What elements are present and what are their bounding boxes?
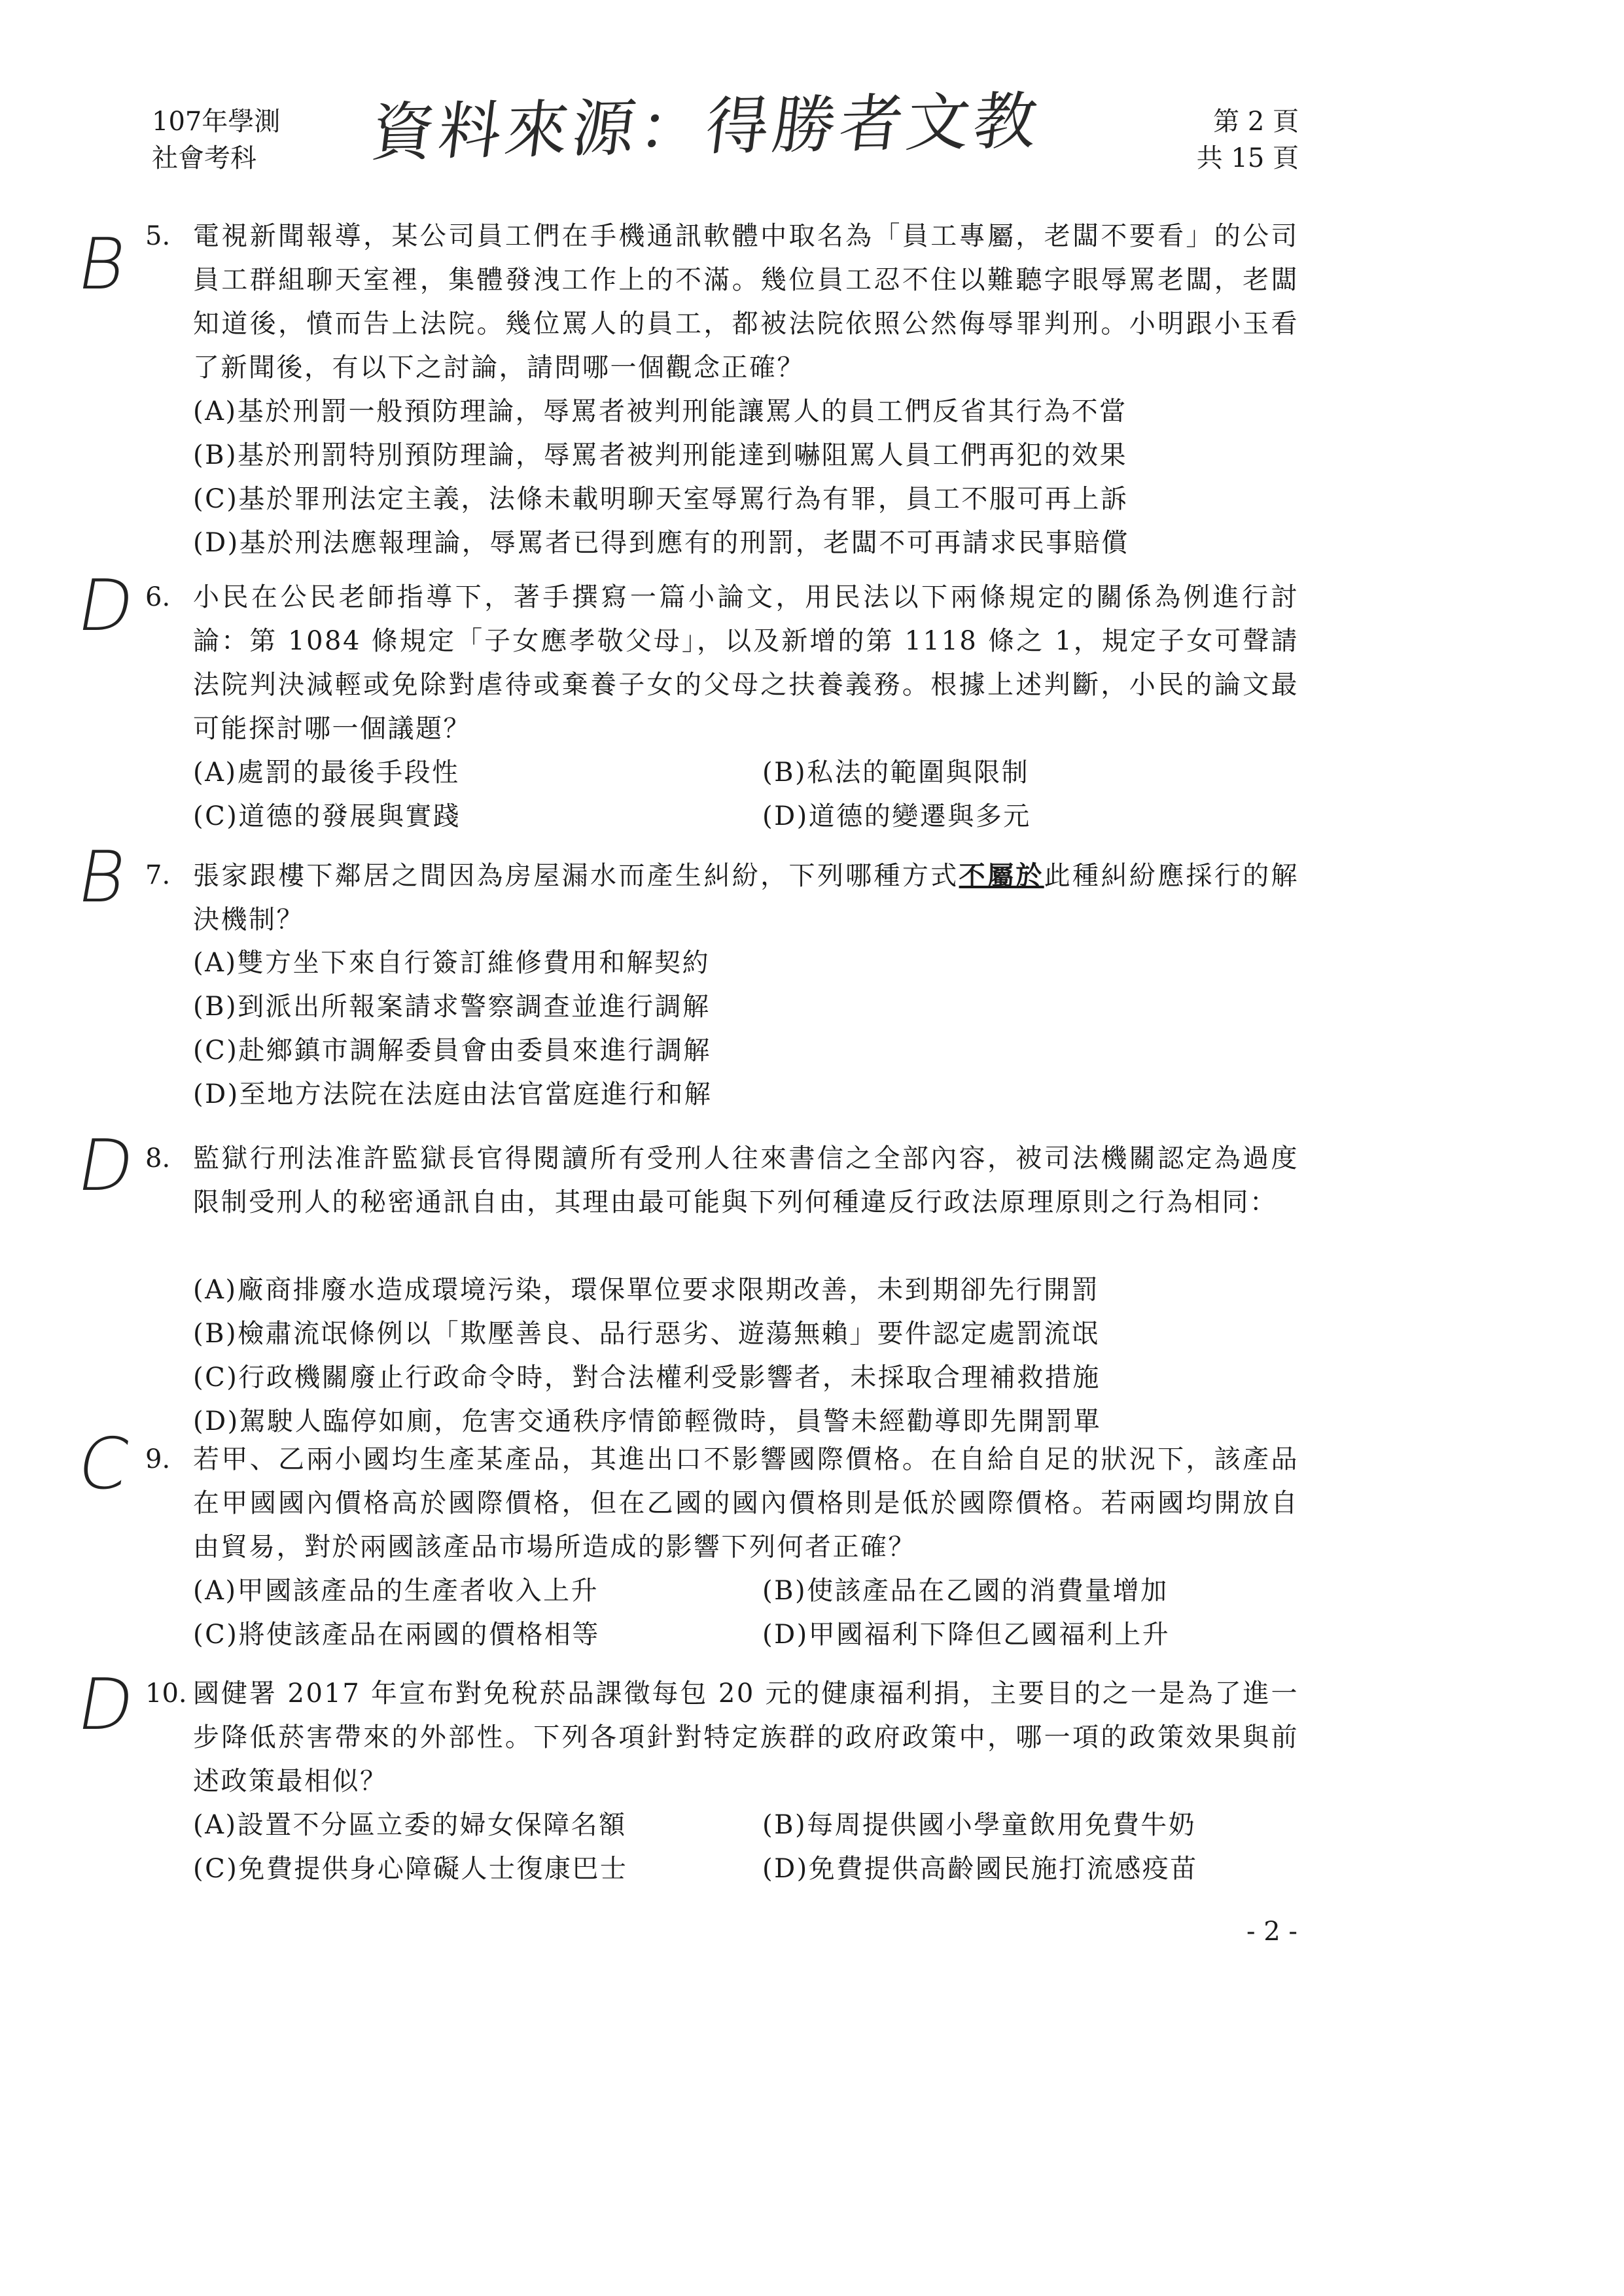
handwritten-answer: D <box>71 1125 141 1207</box>
options-list <box>193 941 1299 1117</box>
option-b: (B)基於刑罰特別預防理論，辱罵者被判刑能達到嚇阻罵人員工們再犯的效果 <box>193 440 1128 470</box>
handwritten-answer: C <box>71 1423 135 1505</box>
options-list <box>193 1268 1299 1444</box>
option-c: (C)免費提供身心障礙人士復康巴士 <box>193 1854 628 1884</box>
option-d: (D)免費提供高齡國民施打流感疫苗 <box>762 1854 1198 1884</box>
stem-text: 張家跟樓下鄰居之間因為房屋漏水而產生糾紛，下列哪種方式 <box>193 861 959 891</box>
option-d: (D)駕駛人臨停如廁，危害交通秩序情節輕微時，員警未經勸導即先開罰單 <box>193 1406 1102 1436</box>
option-a: (A)基於刑罰一般預防理論，辱罵者被判刑能讓罵人的員工們反省其行為不當 <box>193 396 1127 426</box>
handwritten-answer: B <box>71 837 132 918</box>
header-right <box>1161 103 1299 177</box>
option-c: (C)將使該產品在兩國的價格相等 <box>193 1620 600 1650</box>
options-list <box>193 390 1299 565</box>
stem-emphasis: 不屬於 <box>959 860 1044 891</box>
question-number: 6. <box>145 582 171 612</box>
stem-text: 此種糾紛應採行的解決機制？ <box>193 861 1299 935</box>
question-number: 7. <box>145 860 171 890</box>
question-number: 8. <box>145 1143 171 1174</box>
handwritten-answer: D <box>71 565 141 647</box>
options-list <box>193 751 1299 839</box>
question-stem: 監獄行刑法准許監獄長官得閱讀所有受刑人往來書信之全部內容，被司法機關認定為過度限制受刑人的秘密通訊自由，其理由最可能與下列何種違反行政法原理原則之行為相同： <box>193 1143 1299 1217</box>
question-stem: 電視新聞報導，某公司員工們在手機通訊軟體中取名為「員工專屬，老闆不要看」的公司員工群組聊天室裡，集體發洩工作上的不滿。幾位員工忍不住以難聽字眼辱罵老闆，老闆知道後，憤而告上法院。幾位罵人的員工，都被法院依照公然侮辱罪判刑。小明跟小玉看了新聞後，有以下之討論，請問哪一個觀念正確？ <box>193 221 1299 383</box>
exam-year: 107年學測 <box>152 107 281 137</box>
options-list <box>193 1569 1299 1657</box>
option-b: (B)私法的範圍與限制 <box>762 757 1030 788</box>
page-number: - 2 - <box>1246 1917 1297 1947</box>
question-stem: 國健署 2017 年宣布對免稅菸品課徵每包 20 元的健康福利捐，主要目的之一是為了進一步降低菸害帶來的外部性。下列各項針對特定族群的政府政策中，哪一項的政策效果與前述政策最相似？ <box>193 1679 1299 1796</box>
option-a: (A)處罰的最後手段性 <box>193 757 460 788</box>
option-b: (B)檢肅流氓條例以「欺壓善良、品行惡劣、遊蕩無賴」要件認定處罰流氓 <box>193 1319 1100 1349</box>
option-c: (C)道德的發展與實踐 <box>193 801 461 831</box>
question-stem: 若甲、乙兩小國均生產某產品，其進出口不影響國際價格。在自給自足的狀況下，該產品在甲國國內價格高於國際價格，但在乙國的國內價格則是低於國際價格。若兩國均開放自由貿易，對於兩國該產品市場所造成的影響下列何者正確？ <box>193 1444 1299 1562</box>
option-b: (B)到派出所報案請求警察調查並進行調解 <box>193 992 711 1022</box>
option-d: (D)甲國福利下降但乙國福利上升 <box>762 1620 1171 1650</box>
handwritten-answer: D <box>71 1664 141 1746</box>
options-list <box>193 1803 1299 1891</box>
page-label: 第 2 頁 <box>1213 107 1299 137</box>
option-d: (D)至地方法院在法庭由法官當庭進行和解 <box>193 1079 713 1109</box>
question-number: 5. <box>145 221 171 251</box>
header-left <box>152 103 280 177</box>
option-b: (B)每周提供國小學童飲用免費牛奶 <box>762 1810 1197 1840</box>
option-a: (A)廠商排廢水造成環境污染，環保單位要求限期改善，未到期卻先行開罰 <box>193 1275 1100 1305</box>
option-a: (A)雙方坐下來自行簽訂維修費用和解契約 <box>193 948 711 978</box>
option-b: (B)使該產品在乙國的消費量增加 <box>762 1576 1169 1606</box>
option-a: (A)設置不分區立委的婦女保障名額 <box>193 1810 627 1840</box>
option-c: (C)赴鄉鎮市調解委員會由委員來進行調解 <box>193 1035 711 1066</box>
question-stem <box>193 854 1299 942</box>
question-number: 9. <box>145 1444 171 1474</box>
option-c: (C)行政機關廢止行政命令時，對合法權利受影響者，未採取合理補救措施 <box>193 1363 1101 1393</box>
option-c: (C)基於罪刑法定主義，法條未載明聊天室辱罵行為有罪，員工不服可再上訴 <box>193 484 1129 514</box>
option-d: (D)基於刑法應報理論，辱罵者已得到應有的刑罰，老闆不可再請求民事賠償 <box>193 528 1129 558</box>
total-pages-label: 共 15 頁 <box>1196 143 1299 173</box>
question-stem: 小民在公民老師指導下，著手撰寫一篇小論文，用民法以下兩條規定的關係為例進行討論：第 1084 條規定「子女應孝敬父母」，以及新增的第 1118 條之 1，規定子女可聲請法院判決減輕或免除對虐待或棄養子女的父母之扶養義務。根據上述判斷，小民的論文最可能探討哪一個議題？ <box>193 582 1299 744</box>
option-d: (D)道德的變遷與多元 <box>762 801 1031 831</box>
option-a: (A)甲國該產品的生產者收入上升 <box>193 1576 599 1606</box>
question-number: 10. <box>145 1679 187 1709</box>
handwritten-answer: B <box>71 224 132 305</box>
exam-subject: 社會考科 <box>152 143 256 173</box>
handwritten-source-note: 資料來源：得勝者文教 <box>367 84 1046 169</box>
